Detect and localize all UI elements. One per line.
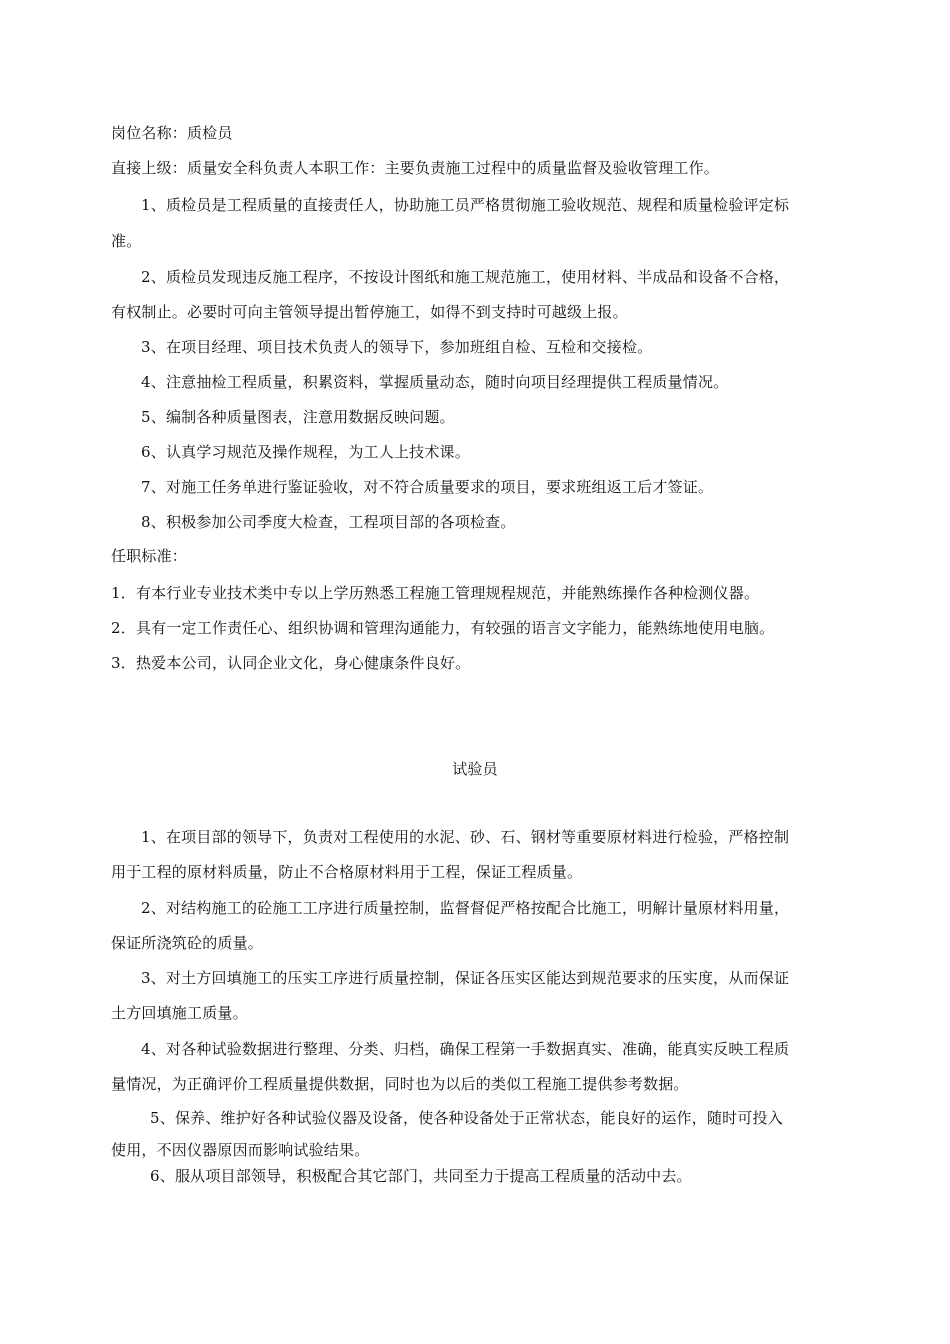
test-duty-2-line-2: 保证所浇筑砼的质量。	[111, 934, 264, 952]
test-duty-6: 6、服从项目部领导，积极配合其它部门，共同至力于提高工程质量的活动中去。	[150, 1167, 692, 1185]
duty-2-line-1: 2、质检员发现违反施工程序，不按设计图纸和施工规范施工，使用材料、半成品和设备不合格，	[141, 268, 790, 286]
requirements-heading: 任职标准：	[111, 547, 188, 565]
duty-2-line-2: 有权制止。必要时可向主管领导提出暂停施工，如得不到支持时可越级上报。	[111, 303, 628, 321]
test-duty-5-line-2: 使用，不因仪器原因而影响试验结果。	[111, 1141, 370, 1159]
test-duty-4-line-2: 量情况，为正确评价工程质量提供数据，同时也为以后的类似工程施工提供参考数据。	[111, 1075, 689, 1093]
test-duty-1-line-1: 1、在项目部的领导下，负责对工程使用的水泥、砂、石、钢材等重要原材料进行检验，严格控制	[141, 828, 790, 846]
requirement-1: 1．有本行业专业技术类中专以上学历熟悉工程施工管理规程规范，并能熟练操作各种检测仪器。	[111, 584, 760, 602]
section-title: 试验员	[452, 760, 498, 778]
duty-4: 4、注意抽检工程质量，积累资料，掌握质量动态，随时向项目经理提供工程质量情况。	[141, 373, 729, 391]
duty-8: 8、积极参加公司季度大检查，工程项目部的各项检查。	[141, 513, 516, 531]
duty-3: 3、在项目经理、项目技术负责人的领导下，参加班组自检、互检和交接检。	[141, 338, 653, 356]
position-name: 岗位名称：质检员	[111, 124, 233, 142]
requirement-2: 2．具有一定工作责任心、组织协调和管理沟通能力，有较强的语言文字能力，能熟练地使用电脑。	[111, 619, 775, 637]
test-duty-3-line-2: 土方回填施工质量。	[111, 1004, 248, 1022]
requirement-3: 3．热爱本公司，认同企业文化，身心健康条件良好。	[111, 654, 471, 672]
test-duty-3-line-1: 3、对土方回填施工的压实工序进行质量控制，保证各压实区能达到规范要求的压实度，从而保证	[141, 969, 790, 987]
test-duty-5-line-1: 5、保养、维护好各种试验仪器及设备，使各种设备处于正常状态，能良好的运作，随时可投入	[150, 1109, 783, 1127]
duty-6: 6、认真学习规范及操作规程，为工人上技术课。	[141, 443, 470, 461]
supervisor-line: 直接上级：质量安全科负责人本职工作：主要负责施工过程中的质量监督及验收管理工作。	[111, 159, 720, 177]
test-duty-1-line-2: 用于工程的原材料质量，防止不合格原材料用于工程，保证工程质量。	[111, 863, 583, 881]
duty-1-line-1: 1、质检员是工程质量的直接责任人，协助施工员严格贯彻施工验收规范、规程和质量检验评定标	[141, 196, 790, 214]
duty-1-line-2: 准。	[111, 232, 142, 250]
test-duty-4-line-1: 4、对各种试验数据进行整理、分类、归档，确保工程第一手数据真实、准确，能真实反映工程质	[141, 1040, 790, 1058]
duty-7: 7、对施工任务单进行鉴证验收，对不符合质量要求的项目，要求班组返工后才签证。	[141, 478, 714, 496]
duty-5: 5、编制各种质量图表，注意用数据反映问题。	[141, 408, 455, 426]
test-duty-2-line-1: 2、对结构施工的砼施工工序进行质量控制，监督督促严格按配合比施工，明解计量原材料用量，	[141, 899, 790, 917]
